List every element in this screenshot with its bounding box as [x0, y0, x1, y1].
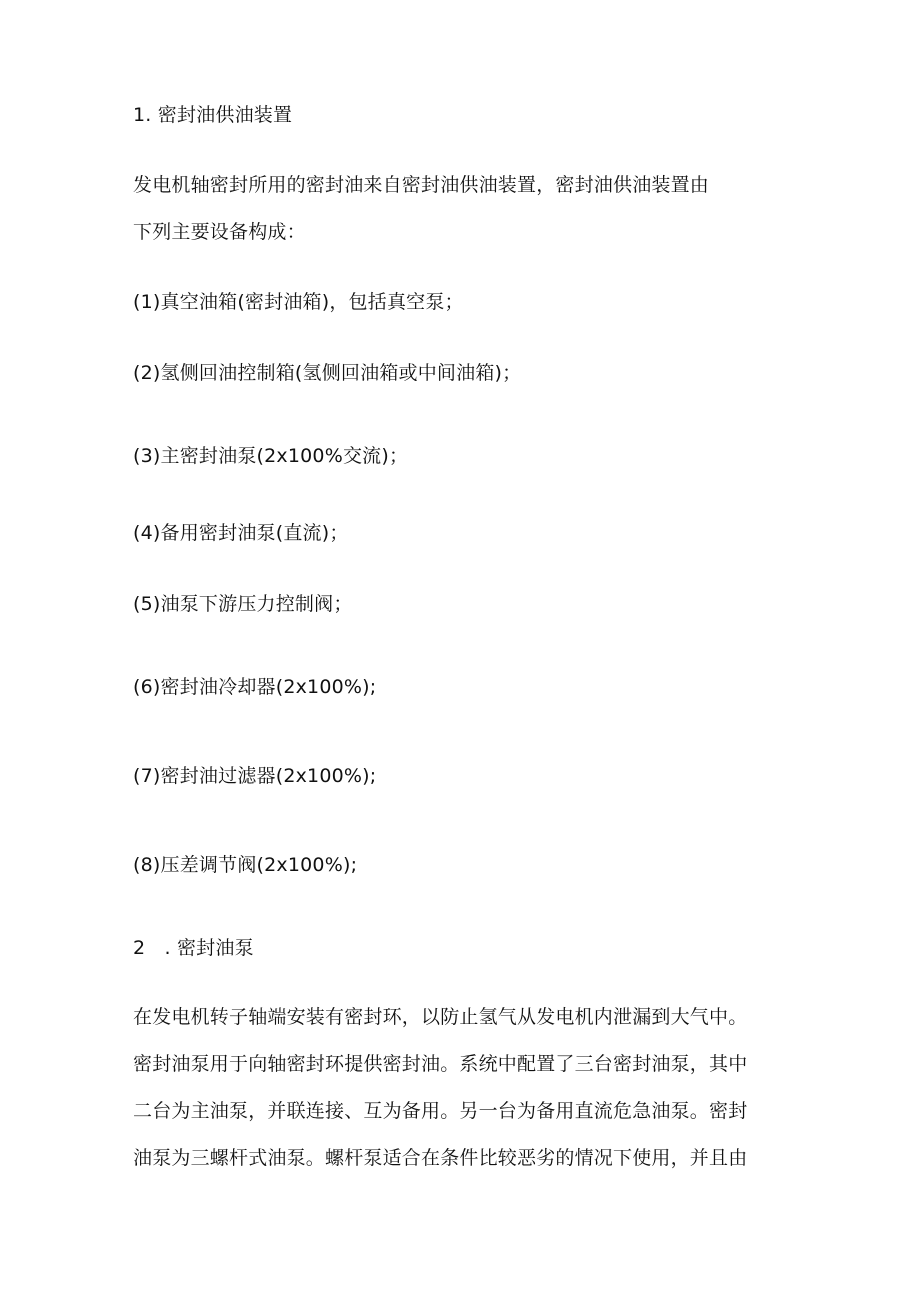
equipment-item-8: (8)压差调节阀(2x100%);: [133, 854, 358, 876]
equipment-item-5: (5)油泵下游压力控制阀；: [133, 593, 353, 615]
intro-line-2: 下列主要设备构成：: [133, 221, 306, 243]
paragraph-line-3: 二台为主油泵，并联连接、互为备用。另一台为备用直流危急油泵。密封: [133, 1100, 748, 1122]
equipment-item-1: (1)真空油箱(密封油箱)，包括真空泵；: [133, 291, 464, 313]
equipment-item-4: (4)备用密封油泵(直流)；: [133, 522, 349, 544]
section-2-heading: 2 . 密封油泵: [133, 937, 254, 959]
section-1-heading: 1. 密封油供油装置: [133, 104, 293, 126]
paragraph-line-1: 在发电机转子轴端安装有密封环，以防止氢气从发电机内泄漏到大气中。: [133, 1006, 748, 1028]
paragraph-line-4: 油泵为三螺杆式油泵。螺杆泵适合在条件比较恶劣的情况下使用，并且由: [133, 1147, 748, 1169]
equipment-item-7: (7)密封油过滤器(2x100%);: [133, 765, 377, 787]
equipment-item-3: (3)主密封油泵(2x100%交流)；: [133, 445, 409, 467]
equipment-item-6: (6)密封油冷却器(2x100%);: [133, 676, 377, 698]
paragraph-line-2: 密封油泵用于向轴密封环提供密封油。系统中配置了三台密封油泵，其中: [133, 1053, 748, 1075]
equipment-item-2: (2)氢侧回油控制箱(氢侧回油箱或中间油箱)；: [133, 362, 522, 384]
intro-line-1: 发电机轴密封所用的密封油来自密封油供油装置，密封油供油装置由: [133, 174, 710, 196]
